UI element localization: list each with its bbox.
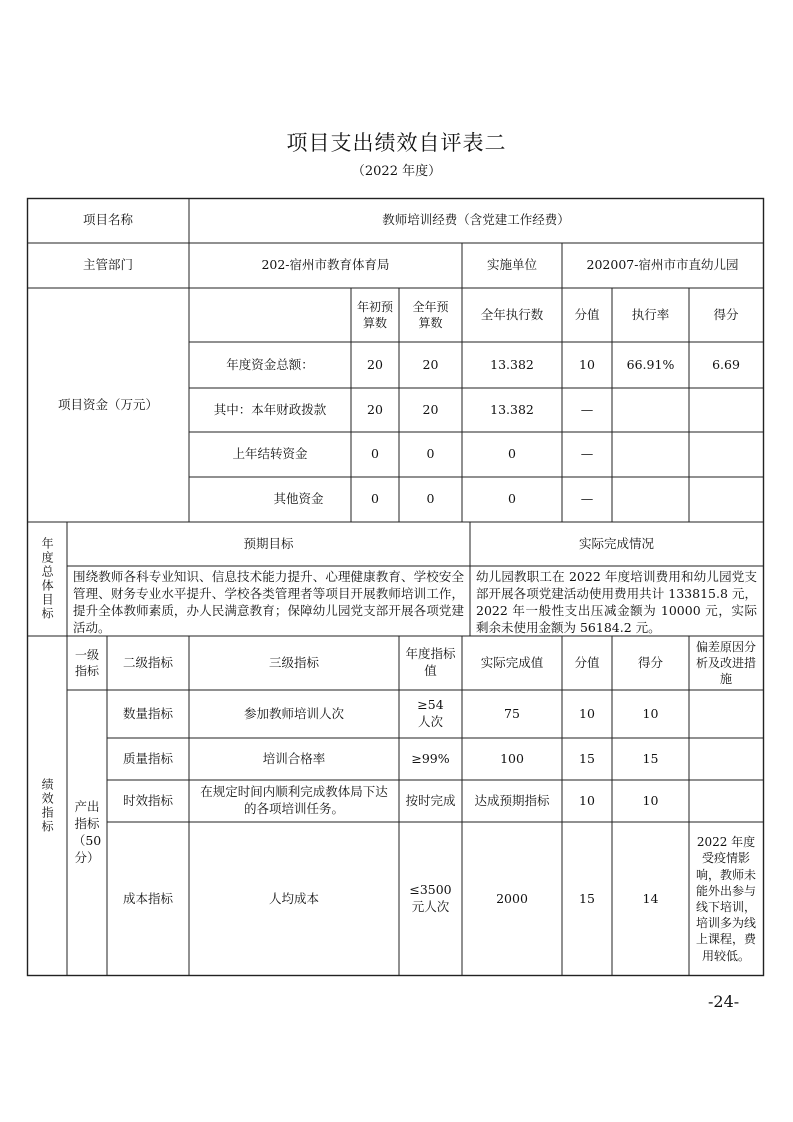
- expected-goal-text: 围绕教师各科专业知识、信息技术能力提升、心理健康教育、学校安全管理、财务专业水平提升、学校各类管理者等项目开展教师培训工作，提升全体教师素质，办人民满意教育；保障幼儿园党支部开展各项党建活动。: [73, 569, 464, 635]
- funds-row-executed: 0: [508, 446, 516, 462]
- department-label: 主管部门: [82, 257, 133, 273]
- funds-section-label: 项目资金（万元）: [57, 396, 158, 412]
- funds-row-label: 其他资金: [273, 491, 324, 507]
- funds-row-full: 20: [422, 356, 439, 372]
- department-value: 202-宿州市教育体育局: [261, 257, 390, 273]
- indicator-actual-value: 2000: [496, 890, 528, 906]
- project-name-label: 项目名称: [82, 212, 133, 228]
- executed-header: 全年执行数: [480, 306, 544, 322]
- indicator-score-value: 15: [579, 750, 595, 766]
- indicator-annual-value: ≥99%: [411, 750, 450, 766]
- funds-row-executed: 13.382: [490, 401, 534, 417]
- indicators-score-value-header: 分值: [574, 654, 600, 670]
- indicator-score-value: 10: [579, 705, 595, 721]
- funds-row-value: 10: [579, 356, 595, 372]
- indicator-deviation: 2022 年度受疫情影响，教师未能外出参与线下培训，培训多为线上课程，费用较低。: [695, 835, 756, 963]
- indicators-score-header: 得分: [637, 654, 663, 670]
- indicator-annual-value: 按时完成: [405, 792, 456, 808]
- expected-goal-header: 预期目标: [243, 535, 294, 551]
- indicator-level2: 质量指标: [122, 750, 173, 766]
- indicator-annual-value: ≥54 人次: [417, 697, 444, 729]
- funds-row-full: 20: [422, 401, 439, 417]
- funds-row-label: 其中：本年财政拨款: [213, 401, 327, 417]
- page-number: -24-: [708, 992, 740, 1011]
- indicator-score: 14: [642, 890, 659, 906]
- funds-row-label: 年度资金总额：: [226, 356, 314, 372]
- actual-value-header: 实际完成值: [480, 654, 544, 670]
- indicator-level2: 数量指标: [122, 705, 173, 721]
- indicator-score: 10: [642, 792, 659, 808]
- indicator-score-value: 15: [579, 890, 595, 906]
- funds-row-initial: 20: [367, 401, 383, 417]
- indicator-level3: 人均成本: [268, 890, 319, 906]
- funds-row-rate: [612, 477, 689, 522]
- indicator-annual-value: ≤3500 元人次: [409, 882, 452, 914]
- initial-budget-header: 年初预算数: [356, 299, 393, 330]
- indicator-deviation: [689, 738, 763, 780]
- funds-score-value-header: 分值: [574, 306, 600, 322]
- funds-row-score: [689, 388, 763, 432]
- execution-rate-header: 执行率: [631, 306, 670, 322]
- indicator-score: 10: [642, 705, 659, 721]
- funds-score-header: 得分: [713, 306, 739, 322]
- indicator-level3: 培训合格率: [262, 750, 326, 766]
- funds-row-rate: [612, 432, 689, 477]
- funds-row-score: 6.69: [712, 356, 740, 372]
- goals-section-label: 年度总体目标: [40, 537, 55, 621]
- funds-row-initial: 20: [367, 356, 383, 372]
- implementing-unit-value: 202007-宿州市市直幼儿园: [586, 257, 739, 273]
- funds-row-full: 0: [426, 491, 435, 507]
- funds-row-rate: 66.91%: [626, 356, 675, 372]
- indicators-section-cell: [27, 636, 67, 976]
- implementing-unit-label: 实施单位: [486, 257, 537, 273]
- project-name-value: 教师培训经费（含党建工作经费）: [382, 212, 570, 228]
- funds-row-executed: 0: [508, 491, 516, 507]
- indicator-score: 15: [642, 750, 659, 766]
- funds-row-full: 0: [426, 446, 435, 462]
- indicators-section-label: 绩效指标: [40, 778, 55, 834]
- indicator-deviation: [689, 780, 763, 822]
- level2-header: 二级指标: [122, 654, 173, 670]
- indicator-actual-value: 75: [504, 705, 520, 721]
- deviation-header: 偏差原因分析及改进措施: [695, 639, 756, 687]
- level3-header: 三级指标: [268, 654, 319, 670]
- output-indicator-label: 产出指标（50分）: [72, 799, 102, 865]
- actual-completion-header: 实际完成情况: [578, 535, 654, 551]
- indicator-actual-value: 达成预期指标: [474, 792, 550, 808]
- page-subtitle-year: （2022 年度）: [351, 164, 442, 179]
- page-title: 项目支出绩效自评表二: [286, 131, 507, 155]
- indicator-level2: 成本指标: [122, 890, 173, 906]
- funds-row-rate: [612, 388, 689, 432]
- funds-row-value: —: [580, 446, 594, 462]
- funds-row-score: [689, 432, 763, 477]
- funds-row-initial: 0: [371, 491, 379, 507]
- full-budget-header: 全年预算数: [412, 299, 449, 330]
- indicator-score-value: 10: [579, 792, 595, 808]
- level1-header: 一级指标: [74, 647, 99, 678]
- indicator-level3: 参加教师培训人次: [243, 705, 344, 721]
- funds-row-value: —: [580, 401, 594, 417]
- indicator-level2: 时效指标: [122, 792, 173, 808]
- goals-section-cell: [27, 522, 67, 636]
- funds-row-label: 上年结转资金: [232, 446, 308, 462]
- funds-row-executed: 13.382: [490, 356, 534, 372]
- funds-row-initial: 0: [371, 446, 379, 462]
- funds-row-value: —: [580, 491, 594, 507]
- funds-row-score: [689, 477, 763, 522]
- indicator-deviation: [689, 690, 763, 738]
- indicator-level3: 在规定时间内顺利完成教体局下达的各项培训任务。: [200, 784, 388, 816]
- indicator-actual-value: 100: [500, 750, 524, 766]
- annual-value-header: 年度指标值: [405, 646, 456, 678]
- actual-completion-text: 幼儿园教职工在 2022 年度培训费用和幼儿园党支部开展各项党建活动使用费用共计 133815.8 元，2022 年一般性支出压减金额为 10000 元，实际剩余未使用金额为 56184.2 元。: [476, 569, 757, 635]
